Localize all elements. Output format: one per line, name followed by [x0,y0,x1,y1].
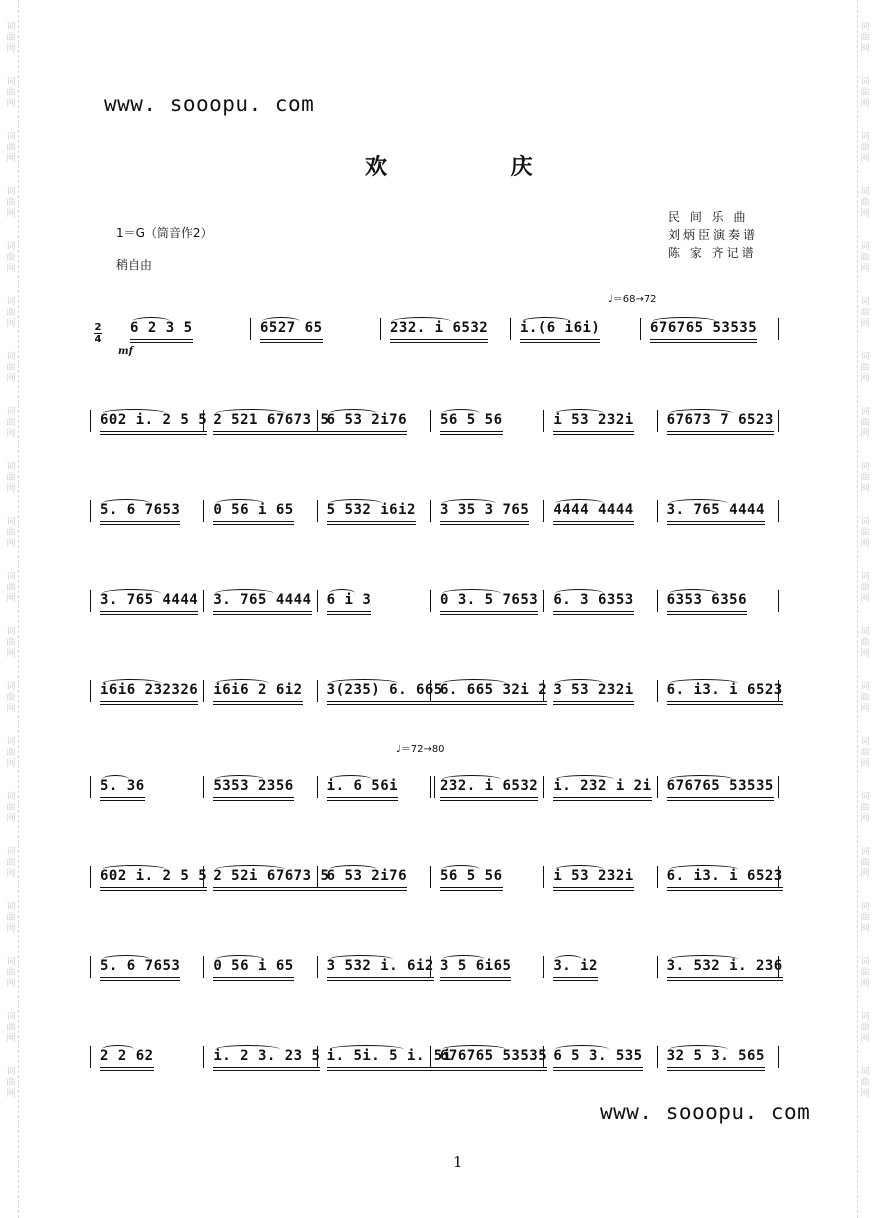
site-url-bottom: www. sooopu. com [600,1100,811,1124]
measure-notes: 6. 3 6353 [553,592,634,608]
slur-mark [555,865,603,874]
measure [327,592,372,612]
watermark-text: 词曲网 [6,132,16,164]
measure-notes: 0 3. 5 7653 [440,592,539,608]
bar-line [90,500,91,522]
bar-line [90,866,91,888]
measure-notes: 2 521 67673 5 [213,412,330,428]
bar-line-end [778,956,779,978]
measure-notes: 6527 65 [260,320,323,336]
watermark-text: 词曲网 [6,352,16,384]
bar-line [203,680,204,702]
slur-mark [442,955,485,964]
slur-mark [102,865,166,874]
measure [667,958,783,978]
score-row [90,1042,780,1072]
bar-line [317,956,318,978]
measure [213,502,293,522]
measure [440,1048,547,1068]
watermark-text: 词曲网 [6,737,16,769]
watermark-text: 词曲网 [860,517,870,549]
measure [667,502,765,522]
measure-notes: i. 232 i 2i [553,778,652,794]
bar-line [657,866,658,888]
slur-mark [329,679,399,688]
measure-notes: 232. i 6532 [390,320,489,336]
slur-mark [215,775,263,784]
slur-mark [442,1045,506,1054]
slur-mark [102,955,150,964]
slur-mark [442,865,480,874]
measure [213,868,329,888]
score-row [90,772,780,802]
watermark-text: 词曲网 [860,957,870,989]
watermark-text: 词曲网 [860,297,870,329]
watermark-text: 词曲网 [6,22,16,54]
bar-line-end [778,500,779,522]
bar-line [543,866,544,888]
slur-mark [102,679,161,688]
measure [553,958,598,978]
watermark-text: 词曲网 [860,187,870,219]
right-margin-watermark [857,0,872,1218]
measure-notes: 3. 532 i. 236 [666,958,783,974]
slur-mark [669,865,739,874]
measure [100,502,180,522]
measure [130,320,193,340]
measure [650,320,757,340]
measure-notes: 3. 765 4444 [100,592,199,608]
slur-mark [215,499,263,508]
measure-notes: 676765 53535 [440,1048,548,1064]
measure-notes: 3 53 232i [553,682,634,698]
measure [667,592,747,612]
watermark-text: 词曲网 [6,627,16,659]
score-row [90,952,783,982]
slur-mark [329,865,377,874]
bar-line [510,318,511,340]
tempo-indicator-2: ♩＝72→80 [396,744,445,755]
slur-mark [215,865,285,874]
measure [440,778,538,798]
measure [440,682,547,702]
bar-line-end [778,776,779,798]
watermark-text: 词曲网 [860,902,870,934]
bar-line [90,590,91,612]
watermark-text: 词曲网 [860,1067,870,1099]
bar-line-end [778,590,779,612]
measure [667,868,783,888]
measure-notes: 602 i. 2 5 5 [100,868,208,884]
measure-notes: 0 56 i 65 [213,958,294,974]
key-signature: 1＝G（筒音作2） [116,226,213,240]
watermark-text: 词曲网 [860,132,870,164]
watermark-text: 词曲网 [860,242,870,274]
bar-line [430,500,431,522]
measure [213,778,293,798]
tempo-marking: 稍自由 [116,258,153,272]
bar-line [250,318,251,340]
slur-mark [669,499,728,508]
bar-line [317,500,318,522]
bar-line [657,500,658,522]
bar-line [203,590,204,612]
measure [440,502,529,522]
bar-line [430,680,431,702]
slur-mark [442,409,480,418]
measure [667,778,774,798]
measure-notes: 2 52i 67673 5 [213,868,330,884]
measure-notes: 232. i 6532 [440,778,539,794]
bar-line [657,1046,658,1068]
measure-notes: 6 53 2i76 [326,868,408,884]
credits [668,208,758,262]
measure-notes: 6. i3. i 6523 [666,868,783,884]
measure [213,1048,320,1068]
measure [553,592,633,612]
slur-mark [329,589,356,598]
watermark-text: 词曲网 [860,462,870,494]
bar-line [430,1046,431,1068]
measure [667,682,783,702]
bar-line [317,680,318,702]
slur-mark [669,775,733,784]
slur-mark [215,955,263,964]
bar-line [543,956,544,978]
watermark-text: 词曲网 [6,77,16,109]
slur-mark [442,589,501,598]
measure [553,682,633,702]
page-title: 欢 庆 [365,155,591,180]
score-row [90,406,780,436]
slur-mark [555,679,603,688]
slur-mark [442,499,496,508]
watermark-text: 词曲网 [860,792,870,824]
left-margin-watermark [4,0,19,1218]
measure [327,868,407,888]
measure-notes: 602 i. 2 5 5 [100,412,208,428]
bar-line [430,776,435,798]
watermark-text: 词曲网 [860,1012,870,1044]
watermark-text: 词曲网 [6,572,16,604]
bar-line [430,410,431,432]
measure [327,412,407,432]
watermark-text: 词曲网 [860,682,870,714]
measure [327,502,416,522]
measure [440,412,503,432]
measure-notes: 56 5 56 [440,868,503,884]
bar-line [317,1046,318,1068]
measure-notes: 5. 36 [100,778,145,794]
measure-notes: i. 6 56i [326,778,399,794]
slur-mark [215,589,274,598]
bar-line [203,500,204,522]
slur-mark [442,679,506,688]
measure [100,958,180,978]
measure [213,682,302,702]
measure-notes: 4444 4444 [553,502,634,518]
slur-mark [215,679,269,688]
bar-line [90,956,91,978]
measure-notes: 6 5 3. 535 [553,1048,643,1064]
site-url-top: www. sooopu. com [104,92,315,116]
slur-mark [329,409,377,418]
bar-line [203,956,204,978]
measure-notes: 5. 6 7653 [100,502,181,518]
credit-line-transcriber: 陈 家 齐记谱 [668,246,757,260]
measure-notes: 2 2 62 [100,1048,154,1064]
bar-line [543,590,544,612]
measure-notes: 3. 765 4444 [666,502,765,518]
slur-mark [669,409,733,418]
bar-line-end [778,866,779,888]
watermark-text: 词曲网 [860,22,870,54]
measure-notes: 676765 53535 [666,778,774,794]
measure-notes: 5353 2356 [213,778,294,794]
bar-line [657,590,658,612]
slur-mark [102,1045,134,1054]
measure-notes: 6 53 2i76 [326,412,408,428]
measure [553,502,633,522]
measure-notes: 6 i 3 [326,592,372,608]
measure [667,412,774,432]
slur-mark [329,499,383,508]
measure-notes: i6i6 2 6i2 [213,682,303,698]
measure-notes: 0 56 i 65 [213,502,294,518]
measure-notes: 6353 6356 [666,592,748,608]
bar-line [657,776,658,798]
watermark-text: 词曲网 [6,957,16,989]
measure [327,958,434,978]
watermark-text: 词曲网 [860,407,870,439]
watermark-text: 词曲网 [6,1067,16,1099]
watermark-text: 词曲网 [860,572,870,604]
measure-notes: 6 2 3 5 [130,320,193,336]
measure [440,592,538,612]
slur-mark [555,1045,609,1054]
watermark-text: 词曲网 [6,847,16,879]
score-row [90,676,783,706]
measure-notes: i. 5i. 5 i. 5i [326,1048,452,1064]
bar-line [543,1046,544,1068]
bar-line [657,410,658,432]
measure-notes: 3. 765 4444 [213,592,312,608]
watermark-text: 词曲网 [860,352,870,384]
measure [327,1048,452,1068]
measure [100,412,207,432]
slur-mark [215,409,285,418]
measure [213,592,311,612]
measure-notes: 5 532 i6i2 [326,502,416,518]
slur-mark [102,775,129,784]
slur-mark [555,409,603,418]
slur-mark [555,955,582,964]
measure-notes: 67673 7 6523 [666,412,774,428]
slur-mark [102,409,166,418]
slur-mark [669,1045,728,1054]
time-signature-top: 2 [94,322,102,333]
score-row [90,496,780,526]
measure [213,958,293,978]
slur-mark [215,1045,279,1054]
slur-mark [669,679,739,688]
measure [520,320,600,340]
bar-line [430,866,431,888]
bar-line-end [778,318,779,340]
measure [100,868,207,888]
bar-line [380,318,381,340]
measure [260,320,323,340]
measure-notes: 3 532 i. 6i2 [326,958,434,974]
bar-line [657,956,658,978]
measure-notes: i 53 232i [553,868,634,884]
measure [390,320,488,340]
bar-line [90,410,91,432]
measure-notes: 3(235) 6. 665 [326,682,443,698]
measure-notes: 3. i2 [553,958,598,974]
tempo-indicator-1: ♩＝68→72 [608,294,657,305]
slur-mark [555,499,603,508]
measure [553,868,633,888]
slur-mark [669,955,739,964]
dynamic-mark: mf [118,346,133,357]
score-row [90,586,780,616]
score-row [90,314,780,344]
slur-mark [392,317,451,326]
time-signature-bottom: 4 [94,334,102,345]
bar-line [90,1046,91,1068]
measure-notes: i6i6 232326 [100,682,199,698]
watermark-text: 词曲网 [6,297,16,329]
measure [327,682,443,702]
slur-mark [555,589,603,598]
measure-notes: 32 5 3. 565 [666,1048,765,1064]
measure-notes: 676765 53535 [650,320,758,336]
bar-line [430,590,431,612]
measure-notes: i.(6 i6i) [520,320,601,336]
bar-line [317,776,318,798]
measure [327,778,398,798]
measure-notes: 6. 665 32i 2 [440,682,548,698]
slur-mark [522,317,570,326]
slur-mark [442,775,501,784]
slur-mark [329,775,372,784]
bar-line [543,410,544,432]
slur-mark [102,589,161,598]
measure [213,412,329,432]
watermark-text: 词曲网 [6,407,16,439]
measure [553,1048,642,1068]
slur-mark [102,499,150,508]
credit-line-performer: 刘炳臣演奏谱 [668,228,759,242]
measure-notes: 3 35 3 765 [440,502,530,518]
bar-line [317,410,318,432]
measure-notes: 6. i3. i 6523 [666,682,783,698]
watermark-text: 词曲网 [860,847,870,879]
measure [553,778,651,798]
measure-notes: i 53 232i [553,412,634,428]
bar-line [430,956,431,978]
slur-mark [262,317,300,326]
bar-line [543,680,544,702]
slur-mark [329,955,393,964]
bar-line [203,1046,204,1068]
slur-mark [329,1045,404,1054]
bar-line [317,590,318,612]
measure-notes: 3 5 6i65 [440,958,512,974]
bar-line [543,500,544,522]
bar-line [317,866,318,888]
watermark-text: 词曲网 [6,902,16,934]
watermark-text: 词曲网 [6,517,16,549]
watermark-text: 词曲网 [6,792,16,824]
measure-notes: i. 2 3. 23 5 [213,1048,321,1064]
measure [440,958,511,978]
bar-line-end [778,680,779,702]
credit-line-source: 民 间 乐 曲 [668,210,749,224]
bar-line [90,776,91,798]
measure [100,778,145,798]
measure [100,682,198,702]
watermark-text: 词曲网 [6,1012,16,1044]
bar-line [203,866,204,888]
slur-mark [669,589,717,598]
score-row [90,862,783,892]
watermark-text: 词曲网 [6,187,16,219]
slur-mark [555,775,614,784]
watermark-text: 词曲网 [860,77,870,109]
watermark-text: 词曲网 [860,627,870,659]
measure-notes: 5. 6 7653 [100,958,181,974]
bar-line-end [778,1046,779,1068]
bar-line [90,680,91,702]
watermark-text: 词曲网 [860,737,870,769]
measure [440,868,503,888]
bar-line [203,776,204,798]
measure [100,592,198,612]
watermark-text: 词曲网 [6,462,16,494]
watermark-text: 词曲网 [6,682,16,714]
measure [100,1048,154,1068]
watermark-text: 词曲网 [6,242,16,274]
measure [667,1048,765,1068]
page-number: 1 [453,1153,463,1171]
bar-line [657,680,658,702]
bar-line [203,410,204,432]
measure [553,412,633,432]
bar-line [543,776,544,798]
bar-line [640,318,641,340]
slur-mark [652,317,716,326]
bar-line-end [778,410,779,432]
slur-mark [132,317,170,326]
measure-notes: 56 5 56 [440,412,503,428]
